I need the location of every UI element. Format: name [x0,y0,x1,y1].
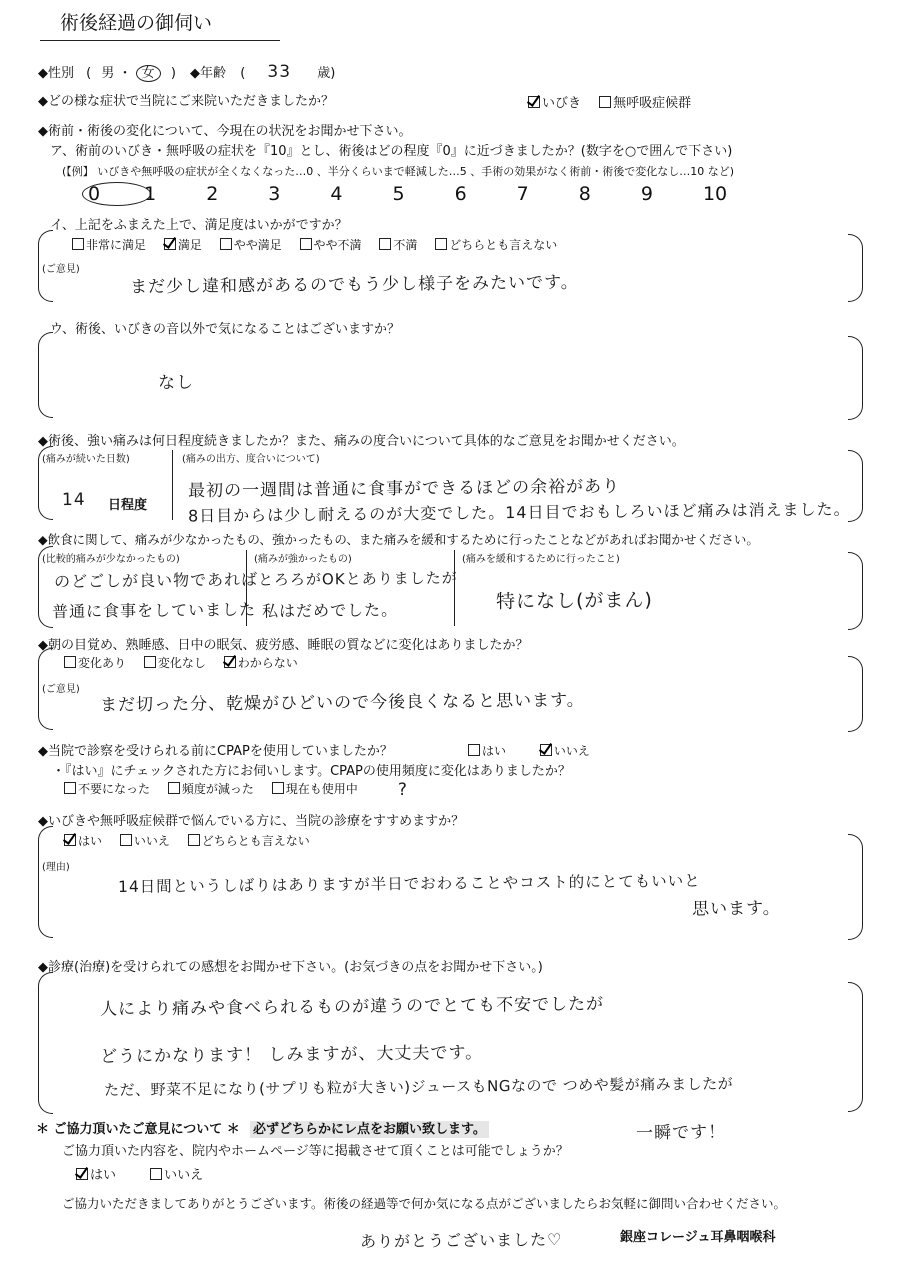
consent-option-label: いいえ [164,1168,204,1183]
sleep-opinion[interactable]: まだ切った分、乾燥がひどいので今後良くなると思います。 [99,690,585,716]
scale-7[interactable]: 7 [516,183,529,205]
consent-heading-left: ＊ ご協力頂いたご意見について ＊ [36,1122,240,1137]
impression-line2[interactable]: どうにかなります！ しみますが、大丈夫です。 [99,1042,484,1068]
recommend-option-label: はい [78,834,103,848]
checkbox-checked-icon [76,1168,88,1180]
symptom-option-apnea[interactable] [599,96,691,111]
change-a-question: ア、術前のいびき・無呼吸の症状を『10』とし、術後はどの程度『0』に近づきましたか？(数字を○で囲んで下さい) [50,144,733,159]
change-scale [82,182,760,206]
diet-strong-line2[interactable]: 私はだめでした。 [261,600,399,621]
diet-less-label: (比較的痛みが少なかったもの) [42,554,180,565]
recommend-options [64,832,324,849]
cpap-freq-option[interactable] [64,782,150,796]
cpap-option-no-selected[interactable] [540,744,590,758]
bracket-left [38,826,53,938]
page-title: 術後経過の御伺い [60,12,213,34]
diet-relief-label: (痛みを緩和するために行ったこと) [462,554,620,565]
cpap-question: ◆当院で診察を受けられる前にCPAPを使用していましたか？ [38,744,393,759]
scale-1[interactable]: 1 [144,183,157,205]
recommend-option[interactable] [120,834,170,848]
scale-10[interactable]: 10 [702,183,728,205]
diet-question: ◆飲食に関して、痛みが少なかったもの、強かったもの、また痛みを緩和するために行ったことなどがあればお聞かせください。 [38,532,759,547]
checkbox-checked-icon [528,96,540,108]
satisfaction-option[interactable] [72,238,146,252]
gender-label: ◆性別 [38,66,74,81]
satisfaction-option-label: 不満 [393,238,418,252]
pain-detail-line2[interactable]: 8日目からは少し耐えるのが大変でした。14日目でおもしろいほど痛みは消えました。 [187,499,851,526]
bracket-left [38,332,53,418]
checkbox-icon [64,656,76,668]
checkbox-icon [468,744,480,756]
pain-divider [172,450,173,520]
bracket-right [848,336,863,420]
checkbox-icon [120,834,132,846]
sleep-option[interactable] [64,656,126,670]
scale-9[interactable]: 9 [640,183,653,205]
pain-detail-label: (痛みの出方、度合いについて) [182,454,320,465]
impression-question: ◆診療(治療)を受けられての感想をお聞かせ下さい。(お気づきの点をお聞かせ下さい。) [38,960,543,975]
footer-handwritten-thanks[interactable]: ありがとうございました♡ [359,1229,563,1252]
sleep-option-label: 変化あり [78,656,127,670]
bracket-right [848,552,863,630]
sleep-option-selected[interactable] [224,656,298,670]
recommend-option[interactable] [188,834,310,848]
satisfaction-option-label: やや不満 [313,238,362,252]
checkbox-icon [599,96,611,108]
scale-selected-value: 0 [82,182,151,206]
checkbox-icon [220,238,232,250]
symptom-option-snoring[interactable] [528,96,581,111]
bracket-left [38,972,53,1114]
cpap-freq-option[interactable] [168,782,254,796]
recommend-option-label: どちらとも言えない [201,834,310,848]
sleep-option-label: 変化なし [157,656,206,670]
recommend-option-selected[interactable] [64,834,102,848]
concerns-question: ウ、術後、いびきの音以外で気になることはございますか？ [50,322,400,337]
consent-option-yes-selected[interactable] [76,1168,116,1183]
checkbox-icon [379,238,391,250]
scale-2[interactable]: 2 [206,183,219,205]
satisfaction-option-label: 満足 [177,238,202,252]
diet-less-line1[interactable]: のどごしが良い物であれば [53,569,259,592]
cpap-option-yes[interactable] [468,744,506,758]
footer-thanks: ご協力いただきましてありがとうございます。術後の経過等で何か気になる点がございましたらお気軽に御問い合わせください。 [62,1196,787,1211]
impression-line4[interactable]: 一瞬です！ [635,1122,727,1144]
recommend-reason-line1[interactable]: 14日間というしばりはありますが半日でおわることやコスト的にとてもいいと [117,871,701,897]
gender-female-selected[interactable]: 女 [136,65,161,82]
gender-separator: ・ [118,66,132,81]
scale-8[interactable]: 8 [578,183,591,205]
gender-close: ) [170,66,176,81]
age-unit: 歳) [317,66,336,81]
satisfaction-option[interactable] [379,238,417,252]
gender-male[interactable]: 男 [101,66,115,81]
symptom-option-label: 無呼吸症候群 [613,96,692,111]
diet-relief[interactable]: 特になし(がまん) [495,589,653,613]
scale-4[interactable]: 4 [330,183,343,205]
consent-option-no[interactable] [150,1168,203,1183]
symptom-question: ◆どの様な症状で当院にご来院いただきましたか？ [38,94,334,109]
checkbox-checked-icon [224,656,236,668]
impression-line1[interactable]: 人により痛みや食べられるものが違うのでとても不安でしたが [99,994,605,1020]
diet-divider-1 [246,550,247,626]
consent-option-label: はい [90,1168,117,1183]
checkbox-checked-icon [64,834,76,846]
satisfaction-option-selected[interactable] [164,238,202,252]
consent-heading [36,1118,489,1137]
satisfaction-option[interactable] [300,238,362,252]
satisfaction-option-label: 非常に満足 [86,238,147,252]
sleep-opinion-label: (ご意見) [42,684,80,695]
checkbox-icon [188,834,200,846]
cpap-question-mark[interactable]: ? [397,779,409,801]
recommend-option-label: いいえ [133,834,170,848]
scale-5[interactable]: 5 [392,183,405,205]
satisfaction-option-label: やや満足 [233,238,282,252]
consent-heading-right: 必ずどちらかにレ点をお願い致します。 [250,1121,489,1138]
cpap-option-label: いいえ [553,744,590,758]
bracket-right [848,834,863,940]
pain-days-label: (痛みが続いた日数) [42,454,130,465]
checkbox-icon [435,238,447,250]
age-open: ( [240,66,246,81]
impression-line3[interactable]: ただ、野菜不足になり(サプリも粒が大きい)ジュースもNGなので つめや髪が痛みましたが [103,1074,734,1100]
sleep-option[interactable] [144,656,206,670]
checkbox-icon [168,782,180,794]
age-label: ◆年齢 [190,66,227,81]
diet-strong-label: (痛みが強かったもの) [254,554,352,565]
cpap-freq-label: 頻度が減った [181,782,254,796]
checkbox-icon [144,656,156,668]
cpap-follow: ・『はい』にチェックされた方にお伺いします。CPAPの使用頻度に変化はありましたか？ [52,764,571,779]
scale-3[interactable]: 3 [268,183,281,205]
recommend-reason-label: (理由) [42,862,70,873]
cpap-options [468,742,604,759]
sleep-question: ◆朝の目覚め、熟睡感、日中の眠気、疲労感、睡眠の質などに変化はありましたか？ [38,638,529,653]
sleep-option-label: わからない [237,656,298,670]
diet-strong-line1[interactable]: とろろがOKとありましたが [257,568,458,590]
gender-row [38,62,335,82]
checkbox-icon [150,1168,162,1180]
recommend-reason-line2[interactable]: 思います。 [691,898,781,920]
satisfaction-opinion-label: (ご意見) [42,264,80,275]
satisfaction-option-label: どちらとも言えない [449,238,558,252]
satisfaction-question: イ、上記をふまえた上で、満足度はいかがですか？ [50,218,348,233]
scale-6[interactable]: 6 [454,183,467,205]
consent-options [76,1164,217,1183]
diet-less-line2[interactable]: 普通に食事をしていました [51,599,257,622]
pain-days-unit: 日程度 [108,498,148,513]
recommend-question: ◆いびきや無呼吸症候群で悩んでいる方に、当院の診療をすすめますか？ [38,814,465,829]
change-question: ◆術前・術後の変化について、今現在の状況をお聞かせ下さい。 [38,124,412,139]
cpap-option-label: はい [482,744,507,758]
satisfaction-options [72,236,571,253]
sleep-options [64,654,312,671]
clinic-name: 銀座コレージュ耳鼻咽喉科 [620,1230,776,1245]
checkbox-icon [72,238,84,250]
bracket-right [848,656,863,732]
cpap-freq-label: 現在も使用中 [285,782,358,796]
bracket-right [848,234,863,302]
diet-divider-2 [454,550,455,626]
checkbox-icon [300,238,312,250]
consent-question: ご協力頂いた内容を、院内やホームページ等に掲載させて頂くことは可能でしょうか？ [62,1144,569,1159]
pain-detail-line1[interactable]: 最初の一週間は普通に食事ができるほどの余裕があり [187,476,621,502]
checkbox-icon [272,782,284,794]
checkbox-checked-icon [540,744,552,756]
change-example: (【例】 いびきや無呼吸の症状が全くなくなった…0 、半分くらいまで軽減した…5 、手術の効果がなく術前・術後で変化なし…10 など) [62,165,735,178]
cpap-freq-label: 不要になった [78,782,151,796]
symptom-option-label: いびき [542,96,582,111]
age-value[interactable]: 33 [267,62,292,82]
gender-open: ( [86,66,92,81]
pain-days-value[interactable]: 14 [61,489,86,511]
cpap-freq-option[interactable] [272,782,358,796]
title-underline [40,40,280,41]
satisfaction-option[interactable] [435,238,557,252]
checkbox-checked-icon [164,238,176,250]
scale-0[interactable] [82,182,139,206]
symptom-options [528,92,705,111]
checkbox-icon [64,782,76,794]
bracket-right [848,982,863,1112]
concerns-answer[interactable]: なし [157,372,195,394]
satisfaction-option[interactable] [220,238,282,252]
satisfaction-opinion[interactable]: まだ少し違和感があるのでもう少し様子をみたいです。 [129,272,579,298]
pain-question: ◆術後、強い痛みは何日程度続きましたか？また、痛みの度合いについて具体的なご意見をお聞かせください。 [38,434,685,449]
cpap-freq-options [64,780,372,797]
